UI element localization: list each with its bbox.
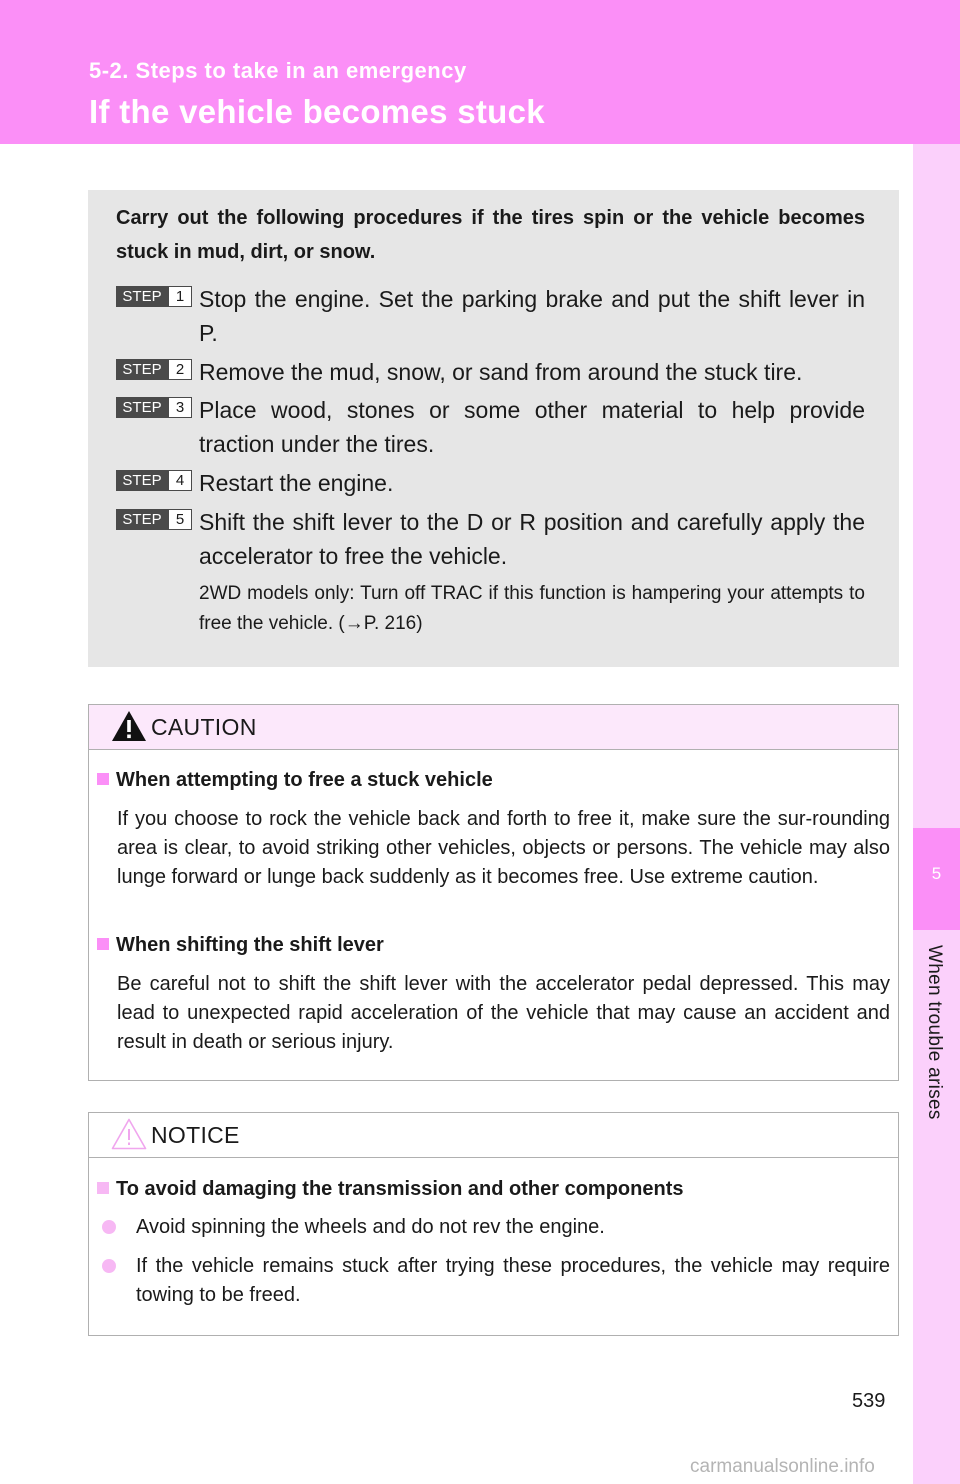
caution-paragraph-2: Be careful not to shift the shift lever with the accelerator pedal depressed. This may lead to unexpected rapid acceleration of the vehicle that may cause an accident and result in death or serious injury. (117, 973, 890, 1053)
section-label: 5-2. Steps to take in an emergency (89, 58, 467, 83)
caution-heading-text: When attempting to free a stuck vehicle (116, 769, 493, 791)
step-word: STEP (116, 397, 168, 418)
watermark: carmanualsonline.info (690, 1456, 875, 1477)
step-badge (116, 470, 192, 491)
step-number: 1 (168, 286, 192, 307)
caution-paragraph-1: If you choose to rock the vehicle back and forth to free it, make sure the sur-rounding area is clear, to avoid striking other vehicles, objects or persons. The vehicle may also lunge forward or lunge back suddenly as it becomes free. Use extreme caution. (117, 808, 890, 888)
notice-bullet-text: Avoid spinning the wheels and do not rev the engine. (136, 1216, 605, 1238)
notice-label: NOTICE (151, 1122, 240, 1148)
procedure-intro: Carry out the following procedures if the tires spin or the vehicle becomes stuck in mud, dirt, or snow. (116, 207, 865, 263)
step-badge (116, 359, 192, 380)
chapter-number: 5 (931, 864, 942, 883)
step-text: Stop the engine. Set the parking brake and put the shift lever in P. (199, 286, 865, 346)
step-badge (116, 397, 192, 418)
page-title: If the vehicle becomes stuck (89, 93, 545, 130)
circle-bullet-icon (102, 1220, 116, 1234)
step-number: 2 (168, 359, 192, 380)
step-number: 4 (168, 470, 192, 491)
step-badge (116, 509, 192, 530)
step-text: Shift the shift lever to the D or R position and carefully apply the accelerator to free the vehicle. (199, 509, 865, 569)
caution-heading-text: When shifting the shift lever (116, 934, 384, 956)
caution-header (89, 705, 898, 750)
notice-heading (97, 1178, 683, 1201)
step-word: STEP (116, 286, 168, 307)
step-note: 2WD models only: Turn off TRAC if this function is hampering your attempts to free the vehicle. (→P. 216) (199, 583, 865, 634)
notice-heading-text: To avoid damaging the transmission and other components (116, 1178, 684, 1200)
notice-header (89, 1113, 898, 1158)
step-number: 3 (168, 397, 192, 418)
circle-bullet-icon (102, 1259, 116, 1273)
step-text: Place wood, stones or some other material to help provide traction under the tires. (199, 397, 865, 457)
step-number: 5 (168, 509, 192, 530)
square-bullet-icon (97, 1182, 109, 1194)
step-word: STEP (116, 470, 168, 491)
caution-heading-1 (97, 769, 493, 792)
step-word: STEP (116, 509, 168, 530)
square-bullet-icon (97, 938, 109, 950)
side-chapter-tab (913, 144, 960, 1484)
square-bullet-icon (97, 773, 109, 785)
chapter-title: When trouble arises (924, 945, 945, 1120)
step-text: Restart the engine. (199, 470, 394, 496)
notice-bullet-text: If the vehicle remains stuck after trying these procedures, the vehicle may require towing to be freed. (136, 1255, 890, 1306)
step-text: Remove the mud, snow, or sand from around the stuck tire. (199, 359, 803, 385)
notice-triangle-icon (110, 1117, 148, 1151)
caution-label: CAUTION (151, 714, 257, 740)
caution-heading-2 (97, 934, 384, 957)
caution-box (88, 704, 899, 1081)
page-number: 539 (852, 1390, 886, 1412)
step-word: STEP (116, 359, 168, 380)
warning-triangle-icon (110, 709, 148, 743)
step-badge (116, 286, 192, 307)
